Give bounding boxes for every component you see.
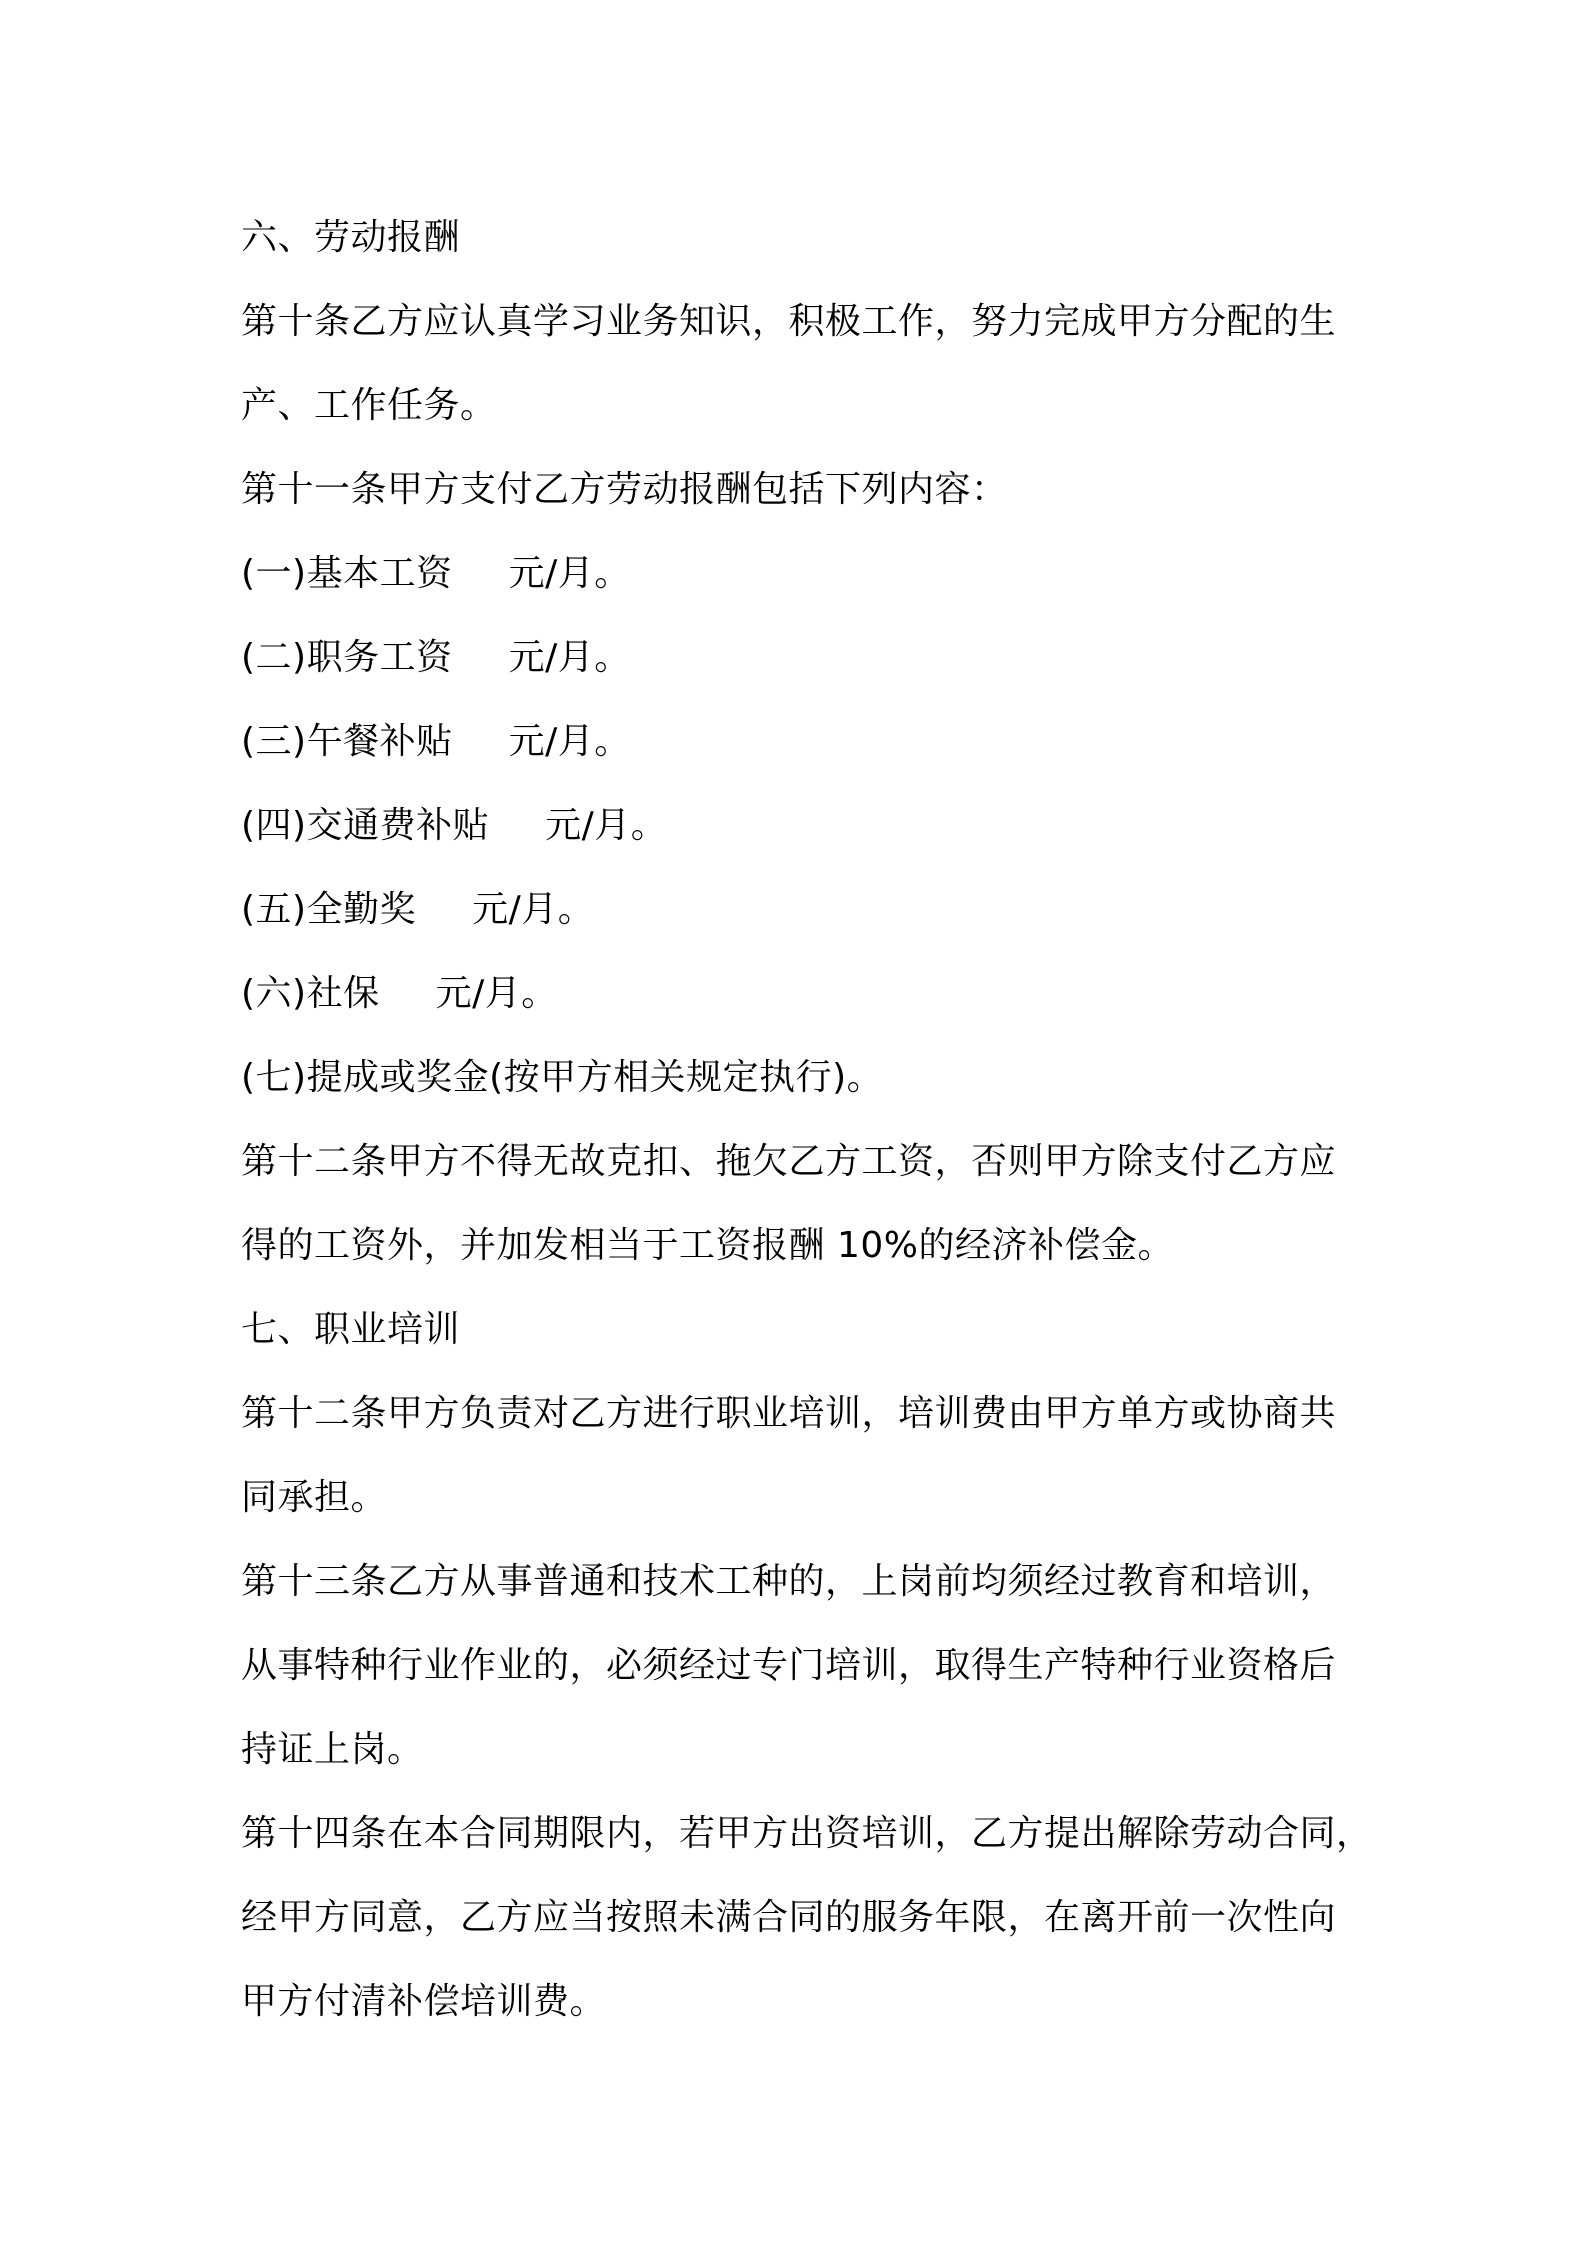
pay-item-transport-subsidy xyxy=(241,784,1361,868)
paragraph-line: 第十四条在本合同期限内，若甲方出资培训，乙方提出解除劳动合同， xyxy=(241,1813,1373,1854)
paragraph-line: 第十三条乙方从事普通和技术工种的，上岗前均须经过教育和培训， xyxy=(241,1561,1337,1602)
paragraph-line: 产、工作任务。 xyxy=(241,385,497,426)
paragraph-line: 第十二条甲方负责对乙方进行职业培训，培训费由甲方单方或协商共 xyxy=(241,1393,1337,1434)
pay-item-attendance-bonus xyxy=(241,868,1361,952)
pay-item-unit: 元/月。 xyxy=(435,973,558,1014)
pay-item-position-salary xyxy=(241,616,1361,700)
pay-item-label: (四)交通费补贴 xyxy=(241,805,490,846)
paragraph-line: 经甲方同意，乙方应当按照未满合同的服务年限，在离开前一次性向 xyxy=(241,1897,1337,1938)
pay-item-basic-salary xyxy=(241,532,1361,616)
paragraph-line: 从事特种行业作业的，必须经过专门培训，取得生产特种行业资格后 xyxy=(241,1645,1337,1686)
pay-item-unit: 元/月。 xyxy=(508,637,631,678)
paragraph-line: 得的工资外，并加发相当于工资报酬 10%的经济补偿金。 xyxy=(241,1225,1174,1266)
pay-item-label: (二)职务工资 xyxy=(241,637,453,678)
pay-item-social-insurance xyxy=(241,952,1361,1036)
section-heading-vocational-training: 七、职业培训 xyxy=(241,1309,461,1350)
pay-item-unit: 元/月。 xyxy=(508,721,631,762)
pay-item-unit: 元/月。 xyxy=(472,889,595,930)
section-heading-labor-pay: 六、劳动报酬 xyxy=(241,217,461,258)
document-body xyxy=(241,196,1373,2044)
pay-item-commission: (七)提成或奖金(按甲方相关规定执行)。 xyxy=(241,1057,884,1098)
paragraph-line: 同承担。 xyxy=(241,1477,388,1518)
pay-item-unit: 元/月。 xyxy=(508,553,631,594)
pay-item-label: (五)全勤奖 xyxy=(241,889,417,930)
paragraph-line: 第十二条甲方不得无故克扣、拖欠乙方工资，否则甲方除支付乙方应 xyxy=(241,1141,1337,1182)
pay-item-label: (一)基本工资 xyxy=(241,553,453,594)
paragraph-line: 第十一条甲方支付乙方劳动报酬包括下列内容： xyxy=(241,469,1008,510)
paragraph-line: 持证上岗。 xyxy=(241,1729,424,1770)
pay-item-label: (三)午餐补贴 xyxy=(241,721,453,762)
paragraph-line: 第十条乙方应认真学习业务知识，积极工作，努力完成甲方分配的生 xyxy=(241,301,1337,342)
pay-item-lunch-subsidy xyxy=(241,700,1361,784)
pay-item-label: (六)社保 xyxy=(241,973,380,1014)
paragraph-line: 甲方付清补偿培训费。 xyxy=(241,1981,607,2022)
pay-item-unit: 元/月。 xyxy=(545,805,668,846)
